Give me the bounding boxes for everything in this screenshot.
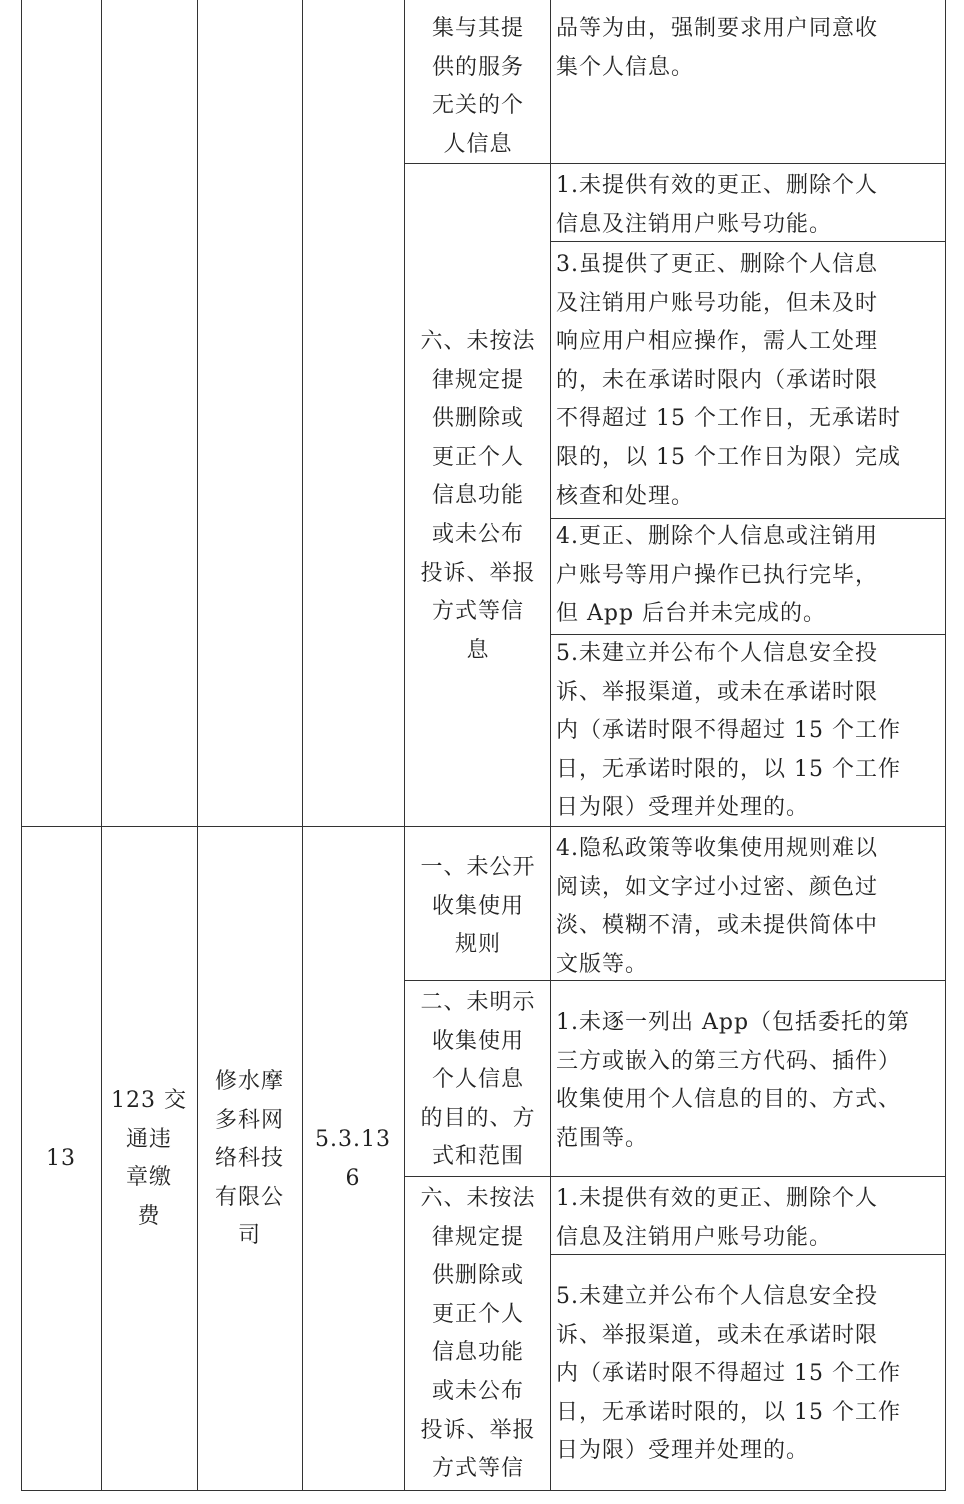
description-cell: 1.未逐一列出 App（包括委托的第 三方或嵌入的第三方代码、插件） 收集使用个人信息的目的、方式、 范围等。 xyxy=(556,1010,911,1151)
col-border-4 xyxy=(404,0,405,1491)
description-cell: 3.虽提供了更正、删除个人信息 及注销用户账号功能，但未及时 响应用户相应操作，需人工处理 的，未在承诺时限内（承诺时限 不得超过 15 个工作日，无承诺时 限的，以 15 个工作日为限）完成 核查和处理。 xyxy=(556,252,901,509)
description-cell: 品等为由，强制要求用户同意收 集个人信息。 xyxy=(556,16,879,80)
index-cell: 13 xyxy=(46,1146,76,1171)
category-cell: 六、未按法 律规定提 供删除或 更正个人 信息功能 或未公布 投诉、举报 方式等信 xyxy=(420,1186,536,1482)
developer-cell: 修水摩 多科网 络科技 有限公 司 xyxy=(214,1069,284,1249)
col-border-0 xyxy=(21,0,22,1491)
category-cell: 二、未明示 收集使用 个人信息 的目的、方 式和范围 xyxy=(420,990,536,1170)
description-cell: 4.更正、删除个人信息或注销用 户账号等用户操作已执行完毕， 但 App 后台并未完成的。 xyxy=(556,524,879,627)
description-cell: 5.未建立并公布个人信息安全投 诉、举报渠道，或未在承诺时限 内（承诺时限不得超过 15 个工作 日，无承诺时限的，以 15 个工作 日为限）受理并处理的。 xyxy=(556,641,901,821)
col-border-1 xyxy=(101,0,102,1491)
col-border-5 xyxy=(550,0,551,1491)
description-cell: 1.未提供有效的更正、删除个人 信息及注销用户账号功能。 xyxy=(556,173,878,237)
app-name-cell: 123 交 通违 章缴 费 xyxy=(111,1088,187,1229)
col-border-3 xyxy=(302,0,303,1491)
category-cell: 一、未公开 收集使用 规则 xyxy=(420,855,536,958)
category-cell: 集与其提 供的服务 无关的个 人信息 xyxy=(431,16,524,157)
description-cell: 5.未建立并公布个人信息安全投 诉、举报渠道，或未在承诺时限 内（承诺时限不得超过 15 个工作 日，无承诺时限的，以 15 个工作 日为限）受理并处理的。 xyxy=(556,1284,901,1464)
col-border-6 xyxy=(945,0,946,1491)
description-cell: 4.隐私政策等收集使用规则难以 阅读，如文字过小过密、颜色过 淡、模糊不清，或未提供简体中 文版等。 xyxy=(556,836,879,977)
col-border-2 xyxy=(197,0,198,1491)
category-cell: 六、未按法 律规定提 供删除或 更正个人 信息功能 或未公布 投诉、举报 方式等信 息 xyxy=(420,329,536,663)
description-cell: 1.未提供有效的更正、删除个人 信息及注销用户账号功能。 xyxy=(556,1186,878,1250)
row-border-bottom xyxy=(21,1490,946,1491)
version-cell: 5.3.13 6 xyxy=(315,1127,391,1191)
